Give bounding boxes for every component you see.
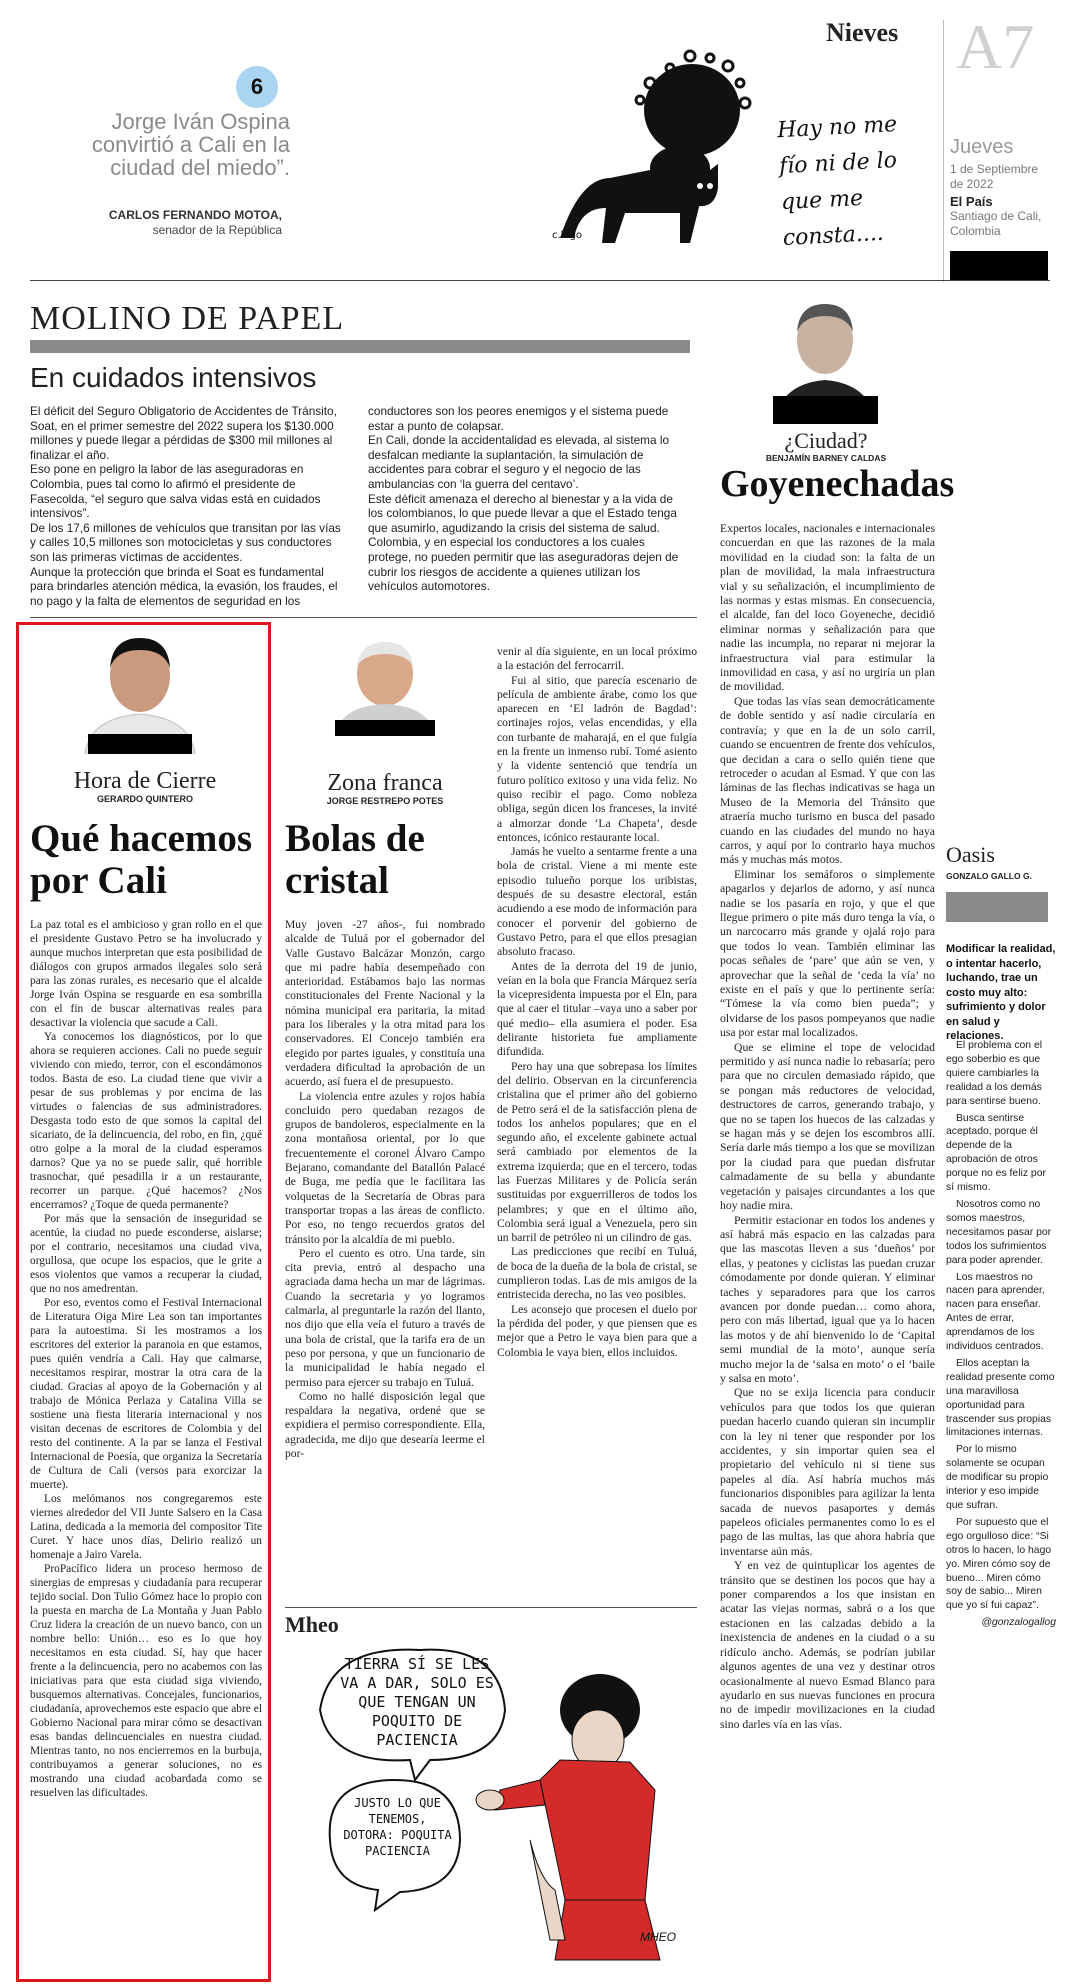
oasis-para: Ellos aceptan la realidad presente como una maravillosa oportunidad para trascender sus propias limitaciones internas. <box>946 1357 1055 1439</box>
author-ciudad: BENJAMÍN BARNEY CALDAS <box>765 453 887 463</box>
body-para: Que se elimine el tope de velocidad permitido y así nunca nadie lo rebasaría; pero para que no circulen demasiado rápido, que se pongan más reductores de velocidad, destructores de carros, generando trabajo, y que no se tapen los huecos de las calzadas y se hagan más y se dejen los escombros allí. Sería darle más tiempo a los que se movilizan por la ciudad para que puedan disfrutar calmadamente de su bella y abundante vegetación y paisajes circundantes a los que hoy nadie mira. <box>720 1040 935 1213</box>
title-zona: Bolas de cristal <box>285 817 425 902</box>
day-label: Jueves <box>950 136 1014 158</box>
author-photo-restrepo <box>330 628 440 736</box>
author-photo-quintero <box>80 628 200 754</box>
body-para: Por eso, eventos como el Festival Internacional de Literatura Oiga Mire Lea son tan importantes para la autoestima. Si les mostramos a los escritores del exterior la paranoia en que estamos, pues quién vendría a Cali. Hay que calmarse, necesitamos respirar, mostrar la otra cara de la ciudad. Gracias al apoyo de la Gobernación y al trabajo de Mónica Perlaza y Catalina Villa se sostiene una fiesta literaria internacional y nos visitan decenas de escritores de Colombia y del resto del continente. A la par se lanza el Festival Internacional de Poesía, que organiza la Secretaría de Cultura de Cali (versos para exorcizar la muerte). <box>30 1297 262 1491</box>
quote-author: CARLOS FERNANDO MOTOA, <box>108 208 282 222</box>
quote-author-role: senador de la República <box>152 223 282 237</box>
oasis-lead: Modificar la realidad, o intentar hacerlo, luchando, trae un costo muy alto: sufrimiento y dolor en salud y relaciones. <box>946 943 1056 1042</box>
oasis-para: Nosotros como no somos maestros, necesitamos pasar por todos los sufrimientos para poder aprender. <box>946 1198 1052 1266</box>
title-ciudad: Goyenechadas <box>720 463 955 505</box>
body-para: ProPacífico lidera un proceso hermoso de sinergias de empresas y ciudadanía para recuperar tejido social. Don Tulio Gómez hace lo propio con la puesta en marcha de La Montaña y Juan Pablo Cruz lidera la creación de un nuevo banco, con un nombre bello: Unión… eso es lo que hoy necesitamos en esta ciudad. Sí, hay que hacer frente a la delincuencia, pero no acabemos con las iniciativas para que esta ciudad siga viviendo, busquemos alternativas. Concejales, funcionarios, ciudadanía, aprovechemos este espacio que abre el Gobierno Nacional para mirar cómo se desactivan esas bandas delincuenciales en nuestra ciudad. Mientras tanto, no nos encierremos en la burbuja, contribuyamos a generar soluciones, no es mostrando una ciudad acobardada como se resuelven las dificultades. <box>30 1563 262 1799</box>
body-zona-col1 <box>285 918 485 1461</box>
molino-p: Este déficit amenaza el derecho al bienestar y a la vida de los colombianos, lo que puede llevar a que el Estado tenga que asumirlo, agudizando la crisis del sistema de salud. <box>368 491 677 535</box>
body-para: Permitir estacionar en todos los andenes y así habrá más espacio en las calzadas para que las mascotas lleven a sus ‘dueños’ por ellas, y peatones y ciclistas las puedan cruzar cómodamente por donde quieran. Y eliminar taches y separadores para que los carros avancen por donde puedan… como ahora, pero con más libertad, igual que ya lo hacen las motos y de ahí bienvenido lo de ‘Capital semi mundial de la moto’, aunque sería mucho mejor la de ‘salsa en moto’ o el ‘baile y salsa en moto’. <box>720 1213 935 1385</box>
body-para: Que no se exija licencia para conducir vehículos para que todos los que quieran puedan hacerlo cuando quieran sin incumplir con la ley ni tener que responder por los accidentes, y sin importar quien sea el propietario del vehículo ni si tiene sus papeles al día. Así habría muchos más funcionarios disponibles para agilizar la lenta sacada de nuevos pasaportes y demás papeleos oficiales permanentes como lo es el pago de las multas, las que ahora habría que inventarse aún más. <box>720 1386 935 1558</box>
column-name-hora: Hora de Cierre <box>73 768 217 794</box>
molino-p: Eso pone en peligro la labor de las aseguradoras en Colombia, pues tal como lo afirmó el presidente de Fasecolda, “el seguro que salva vidas está en cuidados intensivos”. <box>30 462 321 521</box>
body-para: Pero hay una que sobrepasa los límites del delirio. Observan en la circunferencia cristalina que el primer año del gobierno de Petro será el de la satisfacción plena de todos los anhelos populares; que en el segundo año, el excelente gabinete actual será cambiado por elementos de la extrema izquierda; que en el tercero, todas las Fuerzas Militares y de Policía serán sustituidas por exguerrilleros de todos los pelambres; y que en el último año, Colombia será igual a Venezuela, pero sin un barril de petróleo ni un cilindro de gas. <box>497 1059 697 1245</box>
author-zona: JORGE RESTREPO POTES <box>326 796 444 806</box>
body-oasis <box>946 1039 1056 1630</box>
body-para: Les aconsejo que procesen el duelo por la pérdida del poder, y que piensen que es mejor que a Petro le vaya bien para que a Colombia le vaya bien, ellos incluidos. <box>497 1302 697 1359</box>
date-label: 1 de Septiembre de 2022 <box>950 162 1039 191</box>
page-number: A7 <box>956 11 1035 82</box>
author-oasis: GONZALO GALLO G. <box>946 871 1032 881</box>
speech-bubble-1: TIERRA SÍ SE LES VA A DAR, SOLO ES QUE TENGAN UN POQUITO DE PACIENCIA <box>340 1655 494 1749</box>
section-name: Nieves <box>826 18 899 47</box>
body-hora <box>30 918 262 1800</box>
cartoon-label-mheo: Mheo <box>285 1612 339 1637</box>
column-name-oasis: Oasis <box>946 842 995 867</box>
oasis-para: Por supuesto que el ego orgulloso dice: “Si otros lo hacen, lo hago yo. Miren cómo soy de bueno... Miren cómo soy de sabio... Miren que yo sí fui capaz”. <box>946 1516 1052 1612</box>
oasis-handle: @gonzalogallog <box>981 1617 1056 1629</box>
quote-number: 6 <box>250 74 264 99</box>
body-para: La violencia entre azules y rojos había concluido pero quedaban rezagos de grupos de bandoleros, especialmente en la zona montañosa oriental, por lo que frecuentemente el coronel Álvaro Campo Bejarano, comandante del Batallón Palacé de Buga, me pedía que le facilitara las volquetas de la Secretaría de Obras para transportar tropas a las áreas de conflicto. Por eso, no tengo recuerdos gratos del tránsito por la alcaldía de mi pueblo. <box>285 1089 485 1246</box>
column-name-zona: Zona franca <box>327 770 443 796</box>
molino-col-1 <box>30 404 347 608</box>
section-title-molino: MOLINO DE PAPEL <box>30 300 345 337</box>
body-ciudad <box>720 522 935 1732</box>
body-zona-col2 <box>497 645 697 1360</box>
body-para: La paz total es el ambicioso y gran rollo en el que el presidente Gustavo Petro se ha involucrado y aunque muchos interpretan que esta posibilidad de diálogos con grupos armados ilegales solo será para las zonas rurales, es necesario que el alcalde Jorge Iván Ospina se resguarde en esa sombrilla con el fin de buscar alternativas reales para desactivar la violencia que sacude a Cali. <box>30 919 262 1029</box>
oasis-para: Busca sentirse aceptado, porque él depende de la aprobación de otros porque no es feliz por sí mismo. <box>946 1112 1046 1194</box>
body-para: Que todas las vías sean democráticamente de doble sentido y así nadie circularía en contravía; y que en la de un solo carril, cuando se encuentren de frente dos vehículos, que decidan a cara o sello quién tiene que retroceder o acudan al Esmad. Y que con las láminas de las flechas indicativas se haga un Museo de la Memoria del Tránsito que atraería mucho turismo en busca del pasado cuando en las ciudades del mundo no haya carros, y aquí por lo contrario haya muchos más y muchas más motos. <box>720 694 935 867</box>
oasis-para: Los maestros no nacen para aprender, nacen para enseñar. Antes de errar, aprendamos de los individuos centrados. <box>946 1271 1045 1353</box>
cartoon-signature: c.lago <box>552 230 583 241</box>
body-para: Ya conocemos los diagnósticos, por lo que ahora se requieren acciones. Cali no puede seguir viviendo con miedo, terror, con el escondámonos todos. Basta de eso. La ciudad tiene que vivir a pesar de sus problemas y por encima de las virtudes o falencias de sus administradores. Desgasta todo esto de que somos la capital del sicariato, de la delincuencia, del robo, en fin, ¿qué otro golpe a la moral de la ciudad esperamos darnos? Que ya no se puede salir, qué horrible trasnochar, qué pesadilla ir a un restaurante, recorrer un parque. ¿Qué hacemos? ¿Nos encerramos? ¿Toque de queda permanente? <box>30 1031 262 1211</box>
molino-p: En Cali, donde la accidentalidad es elevada, al sistema lo desfalcan mediante la suplantación, la simulación de accidentes para cobrar el seguro y el negocio de las ambulancias con ‘la guerra del centavo’. <box>368 433 670 491</box>
cartoon-signature-mheo: MHEO <box>640 1930 676 1944</box>
molino-p: Aunque la protección que brinda el Soat es fundamental para brindarles atención médica, la evasión, los fraudes, el no pago y la falta de elementos de seguridad en los <box>30 564 338 608</box>
oasis-para: Por lo mismo solamente se ocupan de modificar su propio interior y eso impide que sufran. <box>946 1444 1049 1511</box>
body-para: Las predicciones que recibí en Tuluá, de boca de la dueña de la bola de cristal, se cumplieron todas. Las de mis amigos de la entristecida derecha, no las veo posibles. <box>497 1245 697 1302</box>
author-hora: GERARDO QUINTERO <box>96 794 193 804</box>
body-para: Por más que la sensación de inseguridad se acentúe, la ciudad no puede esconderse, aislarse; por el contrario, necesitamos una ciudad viva, orgullosa, que ocupe los espacios, que le grite a esos violentos que vamos a recuperar la ciudad, que no nos amedrentan. <box>30 1213 262 1295</box>
molino-headline: En cuidados intensivos <box>30 362 317 393</box>
body-para: Y en vez de quintuplicar los agentes de tránsito que se destinen los pocos que hay a poner comparendos a los que insistan en acatar las viejas normas, sabrá o a los que estacionen en las calzadas debido a la inexistencia de andenes en la ciudad o a su ridículo ancho. Además, se podrían jubilar algunos agentes de una vez y destinar otros ocasionalmente al nuevo Esmad Blanco para ayudarlo en sus nuevas funciones en procura no de impedir movilizaciones en la ciudad sino darles vía en las vías. <box>720 1559 935 1731</box>
body-para: Como no hallé disposición legal que respaldara la negativa, ordené que se expidiera el permiso correspondiente. Ella, agradecida, me dijo que desearía leerme el por- <box>285 1389 485 1460</box>
body-para: Muy joven -27 años-, fui nombrado alcalde de Tuluá por el gobernador del Valle Gustavo Balcázar Monzón, cargo que mi padre había desempeñado con anterioridad. Estábamos bajo las normas constitucionales del Frente Nacional y la nómina municipal era paritaria, la mitad para los liberales y la otra mitad para los conservadores. El Concejo también era elegido por partes iguales, y constituía una verdadera dificultad la aprobación de un acuerdo, así fuera el de presupuesto. <box>285 918 485 1089</box>
body-para: Fui al sitio, que parecía escenario de película de ambiente árabe, como los que aparecen en ‘El ladrón de Bagdad’: cortinajes rojos, velas encendidas, y ella con turbante de maharajá, en el que fulgía en la frente un inmenso rubí. Tomé asiento y la vidente sentenció que tendría un futuro político exitoso y una vida feliz. No quiso recibir el pago. Como nobleza obliga, según dicen los franceses, la invité a almorzar donde ‘La Chapeta’, desde entonces, icónico restaurante local. <box>497 673 697 844</box>
speech-bubble-2: JUSTO LO QUE TENEMOS, DOTORA: POQUITA PACIENCIA <box>343 1796 452 1858</box>
gray-bar <box>30 340 690 353</box>
body-para: Pero el cuento es otro. Una tarde, sin cita previa, entró al despacho una agraciada dama hecha un mar de lágrimas. Cuando la secretaria y yo logramos calmarla, al preguntarle la razón del llanto, nos dijo que ella veía el futuro a través de una bola de cristal, que la tarifa era de un peso por persona, y que un funcionario de la municipalidad le había negado el permiso para ejercer su trabajo en Tuluá. <box>285 1246 485 1389</box>
pull-quote: Jorge Iván Ospina convirtió a Cali en la ciudad del miedo”. <box>91 109 290 180</box>
molino-p: conductores son los peores enemigos y el sistema puede estar a punto de colapsar. <box>368 404 669 433</box>
title-hora: Qué hacemos por Cali <box>30 817 253 902</box>
body-para: Jamás he vuelto a sentarme frente a una bola de cristal. Viene a mi mente este episodio tulueño porque los uribistas, después de su desastre electoral, están acudiendo a ese modo de información para conocer el porvenir del gobierno de Gustavo Petro, para el que ellos presagian absoluto fracaso. <box>497 845 697 959</box>
cartoon-text: Hay no me fío ni de lo que me consta.... <box>776 111 898 252</box>
oasis-para: El problema con el ego soberbio es que quiere cambiarles la realidad a los demás para sentirse bueno. <box>946 1040 1043 1107</box>
gray-box-oasis <box>946 892 1048 922</box>
molino-p: De los 17,6 millones de vehículos que transitan por las vías y calles 10,5 millones son motocicletas y sus conductores son las primeras víctimas de accidentes. <box>30 520 341 564</box>
body-para: Eliminar los semáforos o simplemente apagarlos y dejarlos de adorno, y así nunca nadie se los pasaría en rojo, y que el que llegue primero o pite más duro tenga la vía, o un narcocarro más grande y ojalá rojo para que todos lo vean. También eliminar las pocas señales de ‘pare’ que aún se ven, y aprovechar que la señal de ‘ceda la vía’ no existe en el país y que lo pertinente sería: “Tómese la vía como bien pueda”; y olvidarse de los pasos pompeyanos que nadie usa por estar mal localizados. <box>720 867 935 1040</box>
city-label: Santiago de Cali, Colombia <box>950 209 1042 238</box>
zona-bottom-rule <box>285 1607 697 1608</box>
kicker-ciudad: ¿Ciudad? <box>784 428 868 453</box>
quote-number-badge <box>236 66 278 108</box>
vertical-rule <box>943 20 944 282</box>
redacted-box <box>950 251 1048 281</box>
author-photo-barney <box>773 288 878 424</box>
body-para: venir al día siguiente, en un local próximo a la estación del ferrocarril. <box>497 645 697 673</box>
body-para: Los melómanos nos congregaremos este viernes alrededor del VII Junte Salsero en la Casa Latina, dedicada a la memoria del compositor Tite Curet. Y hace unos días, Delirio realizó un homenaje a Jairo Varela. <box>30 1493 262 1561</box>
molino-p: Colombia, y en especial los conductores a los cuales protege, no pueden permitir que las aseguradoras dejen de cubrir los riesgos de accidente a quienes utilizan los vehículos automotores. <box>368 535 679 594</box>
paper-name: El País <box>950 194 993 209</box>
molino-p: El déficit del Seguro Obligatorio de Accidentes de Tránsito, Soat, en el primer semestre del 2022 supera los $130.000 millones y puede llegar a pérdidas de $300 mil millones al finalizar el año. <box>30 404 337 462</box>
molino-bottom-rule <box>30 617 697 618</box>
header-rule <box>30 280 1050 281</box>
molino-col-2 <box>368 404 690 594</box>
body-para: Antes de la derrota del 19 de junio, veían en la bola que Francia Márquez sería la vicepresidenta impuesta por el Eln, para que al caer el titular –vaya uno a saber por qué medio– ella asumiera el poder. Esa delirante historieta fue ampliamente difundida. <box>497 959 697 1059</box>
body-para: Expertos locales, nacionales e internacionales concuerdan en que las razones de la mala movilidad en la ciudad son: la falta de un plan de movilidad, la mala infraestructura vial y su señalización, el incumplimiento de las normas y estas mismas. En consecuencia, el alcalde, fan del loco Goyeneche, decidió eliminar normas y señalización para que nadie las incumpla, no reparar ni mejorar la infraestructura vial para estimular la inmovilidad en casa, y así no urgiría un plan de movilidad. <box>720 522 935 694</box>
